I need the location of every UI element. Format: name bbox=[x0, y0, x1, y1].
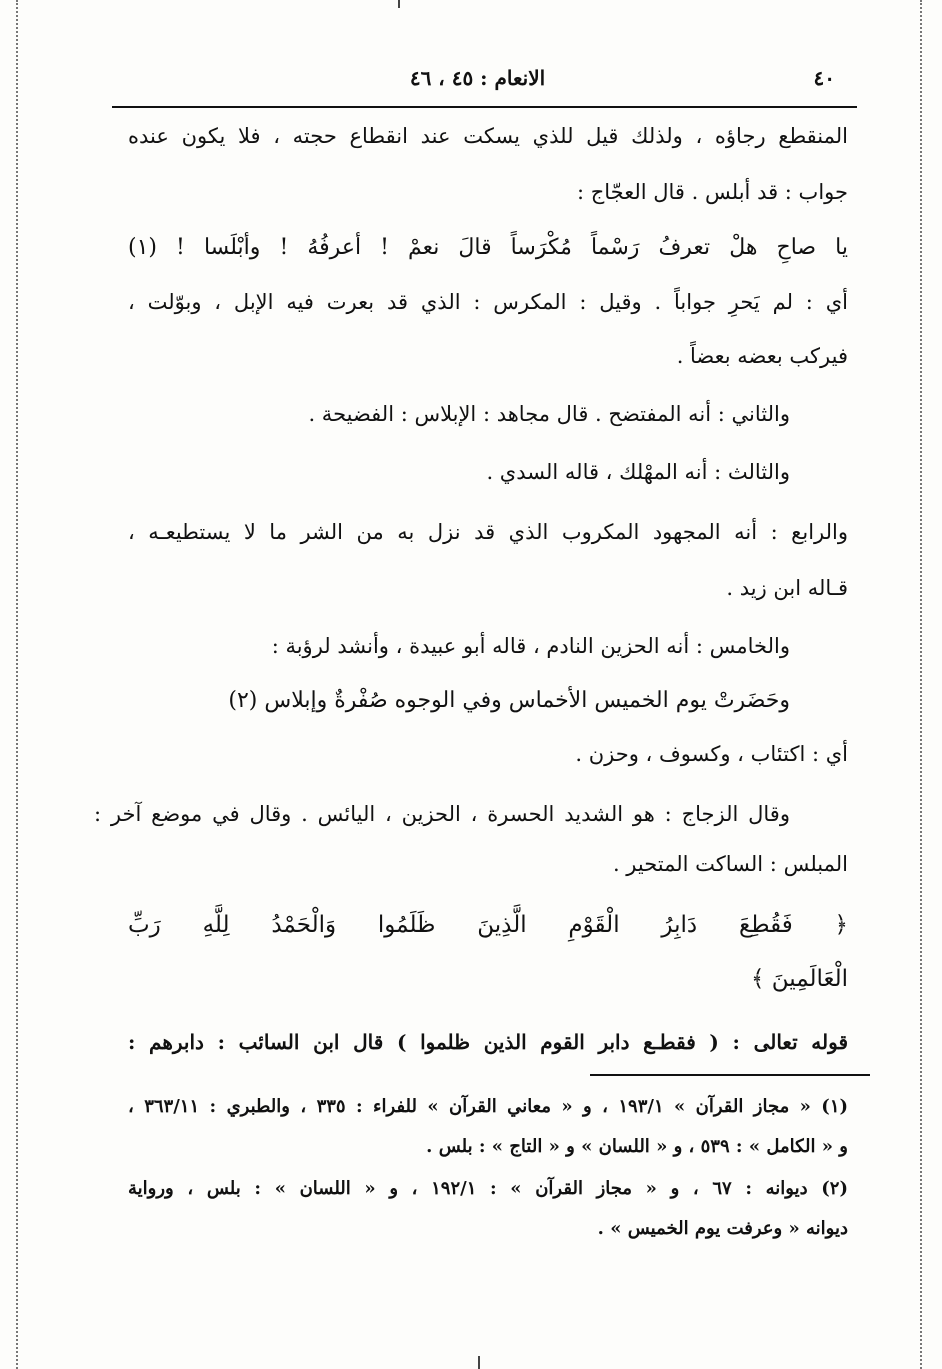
left-margin-dots bbox=[16, 0, 18, 1369]
text-line-4: أي : لم يَحرِ جواباً . وقيل : المكرس : الذي قد بعرت فيه الإبل ، وبوّلت ، bbox=[128, 290, 848, 314]
right-margin-dots bbox=[920, 0, 922, 1369]
quran-verse-line-2: الْعَالَمِينَ ﴾ bbox=[750, 966, 848, 992]
page-number: ٤٠ bbox=[813, 66, 835, 90]
footnote-rule bbox=[590, 1074, 870, 1076]
verse-line-1: يا صاحِ هلْ تعرفُ رَسْماً مُكْرَساً قالَ نعمْ ! أعرفُهُ ! وأبْلَسا ! (١) bbox=[128, 235, 848, 260]
text-line-1: المنقطع رجاؤه ، ولذلك قيل للذي يسكت عند انقطاع حجته ، فلا يكون عنده bbox=[128, 124, 848, 148]
verse-line-2: وحَضَرتْ يوم الخميس الأخماس وفي الوجوه صُفْرةٌ وإبلاس (٢) bbox=[228, 688, 790, 713]
text-line-10: والخامس : أنه الحزين النادم ، قاله أبو عبيدة ، وأنشد لرؤبة : bbox=[271, 634, 790, 658]
footnote-1-line-1: (١) « مجاز القرآن » ١٩٣/١ ، و « معاني القرآن » للفراء : ٣٣٥ ، والطبري : ٣٦٣/١١ ، bbox=[128, 1096, 849, 1117]
text-line-14: المبلس : الساكت المتحير . bbox=[612, 852, 848, 876]
text-line-9: قـاله ابن زيد . bbox=[726, 576, 848, 600]
header-rule bbox=[112, 106, 857, 108]
quran-verse-line-1: ﴿ فَقُطِعَ دَابِرُ الْقَوْمِ الَّذِينَ ظَلَمُوا وَالْحَمْدُ لِلَّهِ رَبِّ bbox=[128, 912, 848, 938]
text-line-7: والثالث : أنه المهْلك ، قاله السدي . bbox=[486, 460, 790, 484]
bottom-tick-mark bbox=[478, 1356, 480, 1369]
text-line-8: والرابع : أنه المجهود المكروب الذي قد نزل به من الشر ما لا يستطيعـه ، bbox=[128, 520, 848, 544]
top-tick-mark bbox=[398, 0, 400, 8]
running-head: الانعام : ٤٥ ، ٤٦ bbox=[409, 66, 546, 90]
text-line-2: جواب : قد أبلس . قال العجّاج : bbox=[576, 180, 848, 204]
text-line-17: قوله تعالى : ( فقطـع دابر القوم الذين ظلموا ) قال ابن السائب : دابرهم : bbox=[128, 1030, 848, 1054]
text-line-13: وقال الزجاج : هو الشديد الحسرة ، الحزين ، اليائس . وقال في موضع آخر : bbox=[94, 802, 790, 826]
text-line-12: أي : اكتئاب ، وكسوف ، وحزن . bbox=[575, 742, 848, 766]
footnote-1-line-2: و « الكامل » : ٥٣٩ ، و « اللسان » و « التاج » : بلس . bbox=[426, 1136, 848, 1157]
page-header bbox=[120, 58, 835, 94]
footnote-2-line-2: ديوانه « وعرفت يوم الخميس » . bbox=[597, 1218, 848, 1239]
text-line-5: فيركب بعضه بعضاً . bbox=[676, 344, 848, 368]
footnote-2-line-1: (٢) ديوانه : ٦٧ ، و « مجاز القرآن » : ١٩٢/١ ، و « اللسان » : بلس ، ورواية bbox=[128, 1178, 848, 1199]
text-line-6: والثاني : أنه المفتضح . قال مجاهد : الإبلاس : الفضيحة . bbox=[308, 402, 790, 426]
